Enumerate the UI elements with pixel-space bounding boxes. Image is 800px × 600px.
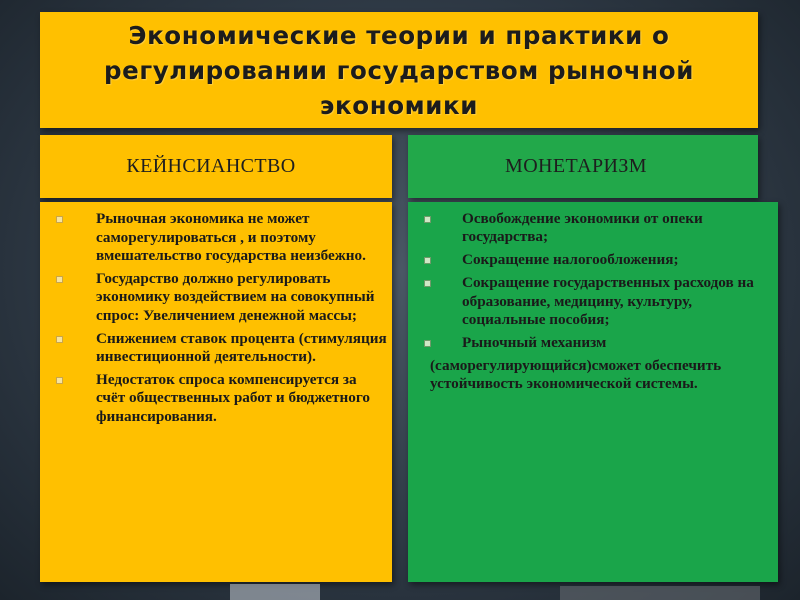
- list-item-continuation: [420, 357, 772, 394]
- square-bullet-icon: [56, 216, 63, 223]
- keynesianism-list: [56, 210, 388, 431]
- monetarism-heading: МОНЕТАРИЗМ: [505, 155, 647, 177]
- list-item-text: Сокращение налогообложения;: [462, 251, 679, 269]
- list-item-text: Рыночная экономика не может саморегулироваться , и поэтому вмешательство государства неизбежно.: [96, 210, 366, 265]
- monetarism-header: [408, 135, 758, 198]
- monetarism-panel: [408, 202, 778, 582]
- keynesianism-panel: [40, 202, 392, 582]
- list-item-text: Освобождение экономики от опеки государства;: [462, 210, 703, 246]
- page-title: Экономические теории и практики о регулировании государством рыночной экономики: [103, 20, 695, 120]
- keynesianism-heading: КЕЙНСИАНСТВО: [126, 155, 296, 177]
- list-item: [420, 334, 772, 352]
- title-panel: [40, 12, 758, 128]
- list-item: [56, 330, 388, 367]
- list-item-text: (саморегулирующийся)сможет обеспечить устойчивость экономической системы.: [430, 356, 722, 393]
- square-bullet-icon: [424, 257, 431, 264]
- background-decoration: [560, 586, 760, 600]
- keynesianism-header: [40, 135, 392, 198]
- list-item-text: Снижением ставок процента (стимуляция инвестиционной деятельности).: [96, 329, 387, 366]
- square-bullet-icon: [56, 377, 63, 384]
- list-item-text: Государство должно регулировать экономику воздействием на совокупный спрос: Увеличением денежной массы;: [96, 269, 375, 324]
- list-item: [420, 251, 772, 269]
- list-item-text: Недостаток спроса компенсируется за счёт общественных работ и бюджетного финансирования.: [96, 370, 370, 425]
- square-bullet-icon: [424, 216, 431, 223]
- list-item: [420, 274, 772, 329]
- list-item: [420, 210, 772, 247]
- background-decoration: [230, 584, 320, 600]
- list-item-text: Сокращение государственных расходов на образование, медицину, культуру, социальные пособия;: [462, 274, 754, 329]
- list-item: [56, 371, 388, 427]
- square-bullet-icon: [424, 340, 431, 347]
- square-bullet-icon: [56, 336, 63, 343]
- square-bullet-icon: [56, 276, 63, 283]
- list-item: [56, 270, 388, 326]
- square-bullet-icon: [424, 280, 431, 287]
- monetarism-list: [420, 210, 772, 398]
- list-item-text: Рыночный механизм: [462, 333, 607, 351]
- list-item: [56, 210, 388, 266]
